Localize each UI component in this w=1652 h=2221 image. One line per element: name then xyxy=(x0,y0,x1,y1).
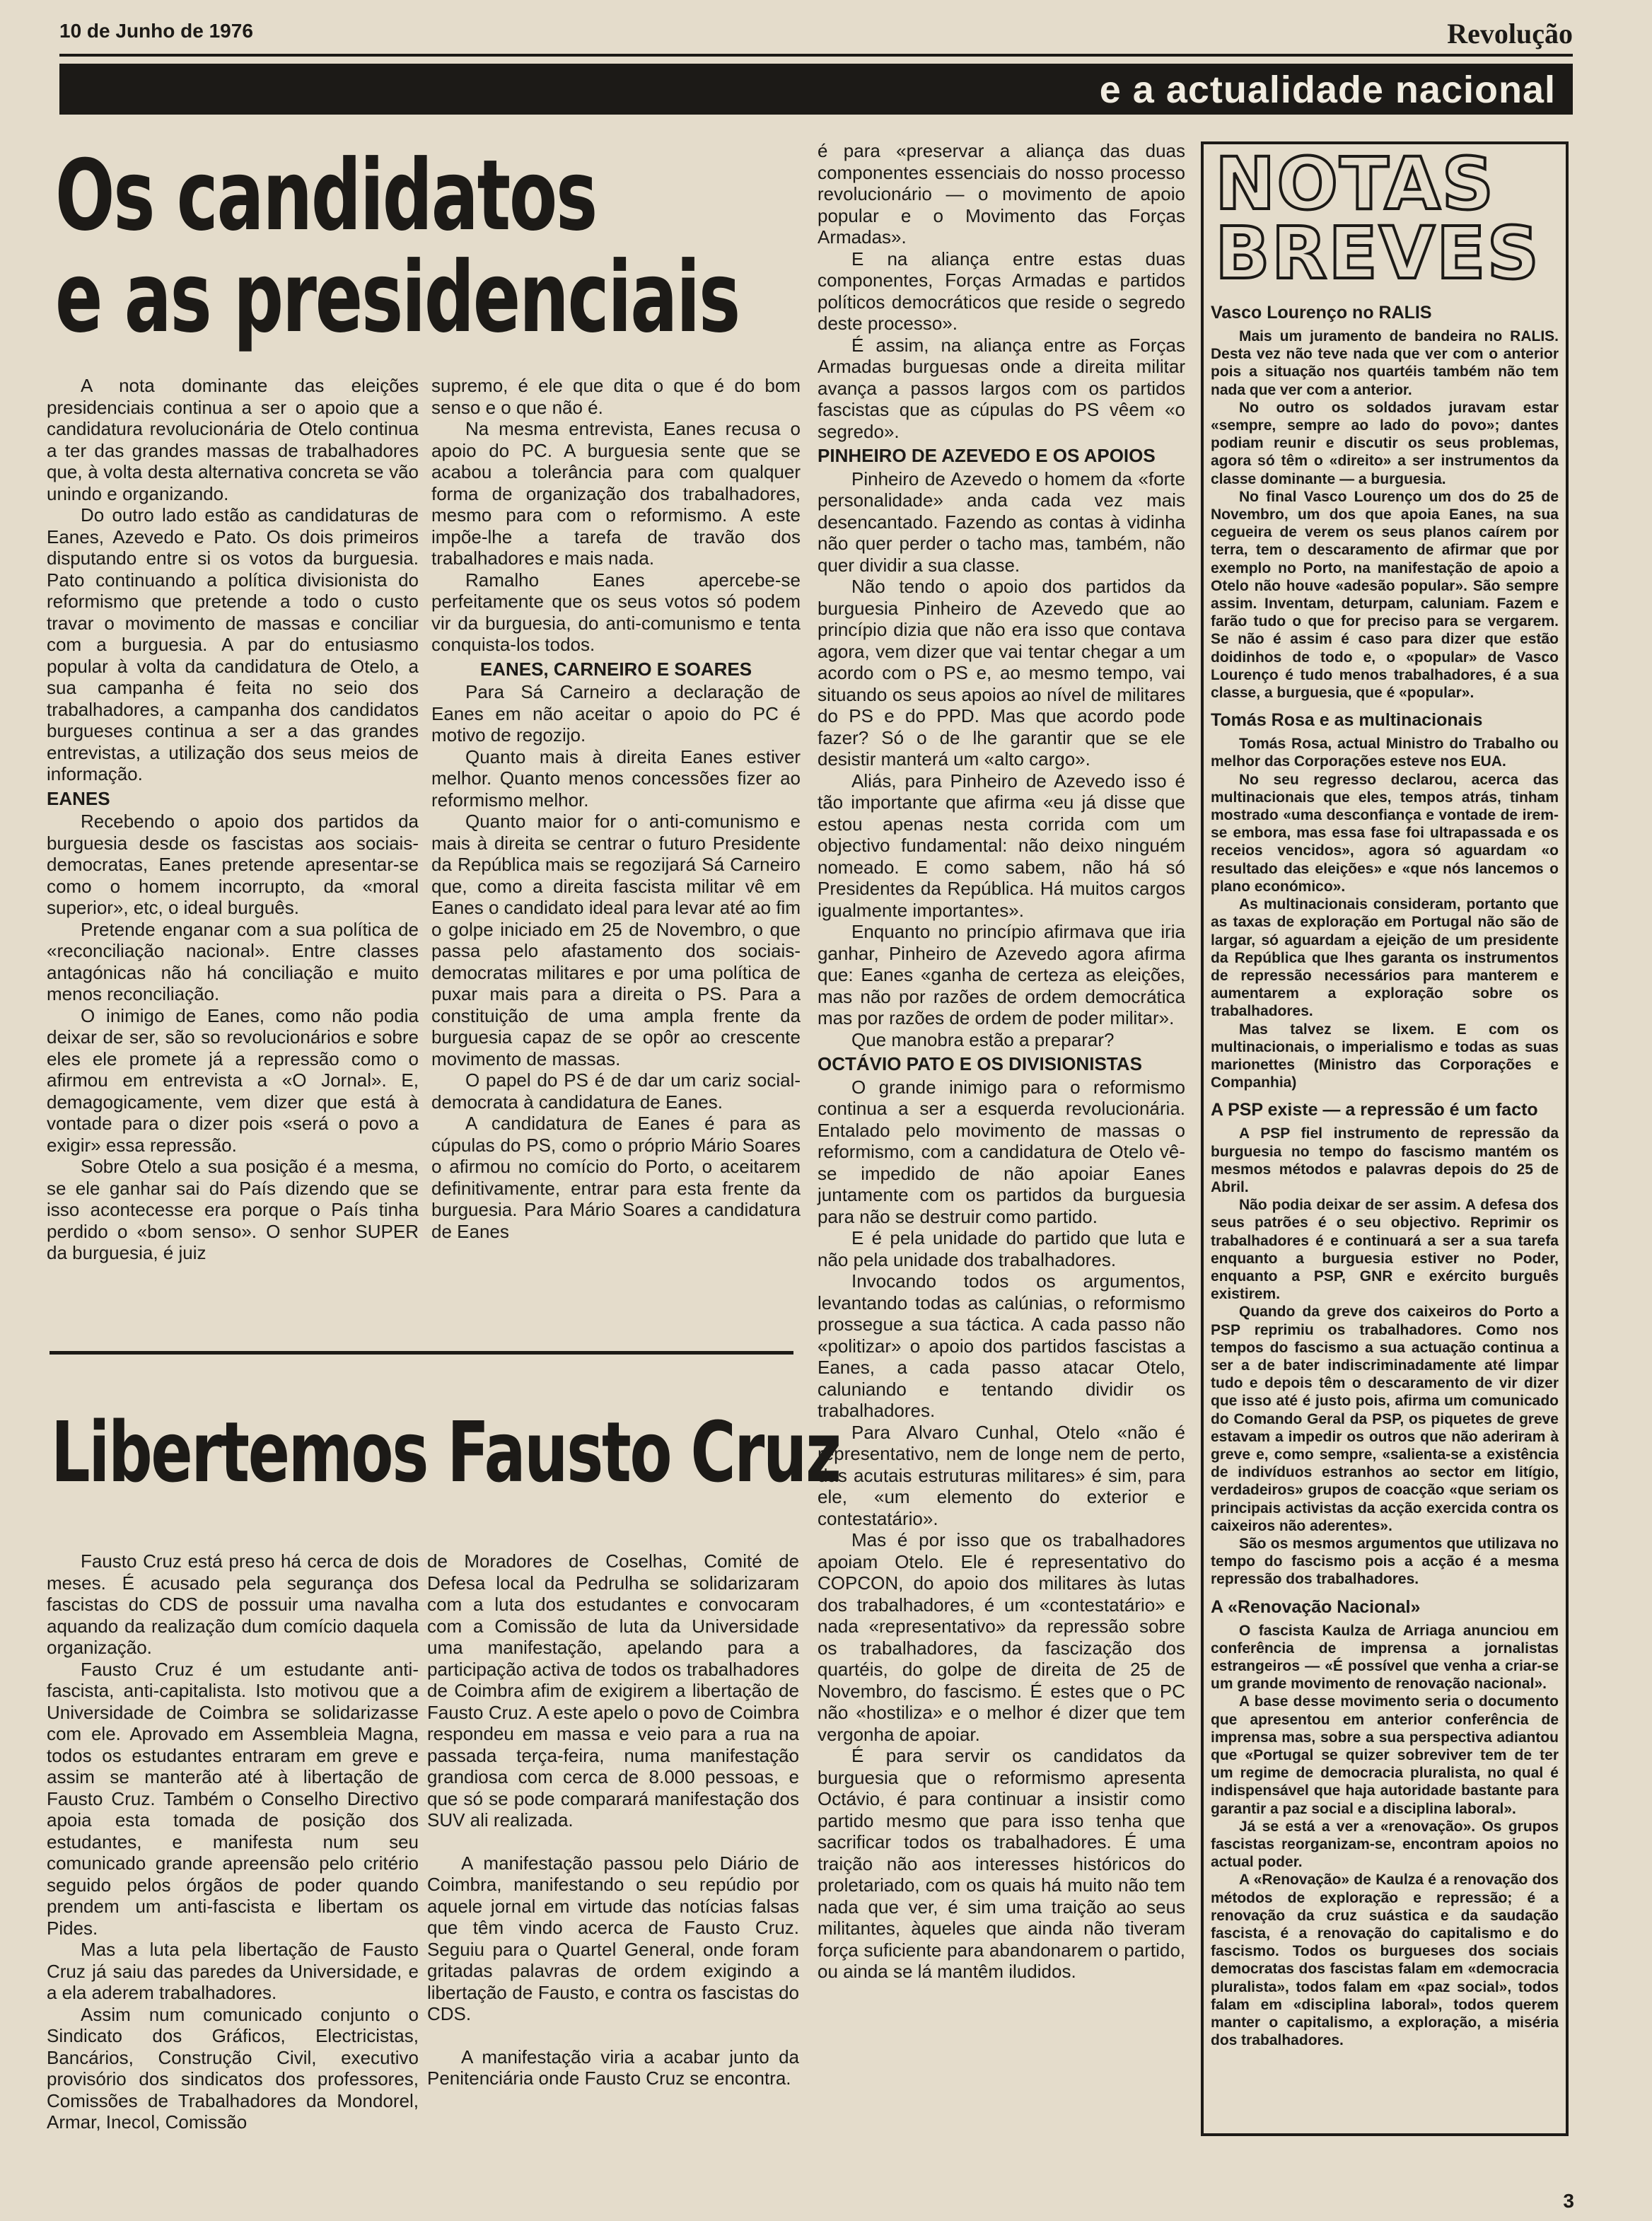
paragraph: O inimigo de Eanes, como não podia deixar de ser, são so revolucionários e sobre eles ele promete já a repressão como o afirmou em entrevista a «O Jornal». E, demagogicamente, vem dizer que está à vontade para o dizer pois «será o povo a exigir» essa repressão. xyxy=(47,1004,419,1156)
sidebar-paragraph: A PSP fiel instrumento de repressão da burguesia no tempo do fascismo mantém os mesmos métodos e palavras depois do 25 de Abril. xyxy=(1211,1125,1559,1195)
paragraph: Invocando todos os argumentos, levantando todas as calúnias, o reformismo prossegue a sua táctica. A cada passo não «politizar» o apoio dos partidos fascistas a Eanes, a cada passo atacar Otelo, caluniando e tentando dividir os trabalhadores. xyxy=(818,1270,1185,1421)
paragraph: Quanto maior for o anti-comunismo e mais à direita se centrar o futuro Presidente da República mais se regozijará Sá Carneiro que, como a direita fascista militar vê em Eanes o candidato ideal para levar até ao fim o golpe iniciado em 25 de Novembro, o que passa pelo afastamento dos sociais-democratas militares e por uma política de puxar mais para a direita o PS. Para a constituição de uma ampla frente da burguesia capaz de se opôr ao crescente movimento de massas. xyxy=(431,811,801,1069)
sidebar-paragraph: No final Vasco Lourenço um dos do 25 de Novembro, um dos que apoia Eanes, na sua cegueira de verem os seus planos caírem por terra, tem o descaramento de afirmar que por exemplo no Porto, na manifestação de apoio a Otelo não houve «adesão popular». São sempre assim. Inventam, deturpam, caluniam. Fazem e farão tudo o que for preciso para se vergarem. Se não é assim é caso para dizer que estão doidinhos de todo e, o «popular» de Vasco Lourenço é tudo menos trabalhadores, é a sua classe, a burguesia, que é «popular». xyxy=(1211,488,1559,702)
issue-date: 10 de Junho de 1976 xyxy=(59,20,253,42)
paragraph: Na mesma entrevista, Eanes recusa o apoio do PC. A burguesia sente que se acabou a tolerância para com qualquer forma de organização dos trabalhadores, mesmo para com o reformismo. A este impõe-lhe a tarefa de travão dos trabalhadores e mais nada. xyxy=(431,418,801,569)
sidebar-title xyxy=(1215,142,1541,296)
paragraph: Quanto mais à direita Eanes estiver melhor. Quanto menos concessões fizer ao reformismo melhor. xyxy=(431,746,801,811)
sidebar-content xyxy=(1211,294,1559,2049)
article1-column-1 xyxy=(47,375,419,1264)
sidebar-heading: A «Renovação Nacional» xyxy=(1211,1596,1421,1617)
sidebar-paragraph: Não podia deixar de ser assim. A defesa dos seus patrões é o seu objectivo. Reprimir os trabalhadores é e continuará a ser a sua tarefa enquanto a burguesia estiver no Poder, enquanto a PSP, GNR e exército burguês existirem. xyxy=(1211,1197,1559,1303)
paragraph: Enquanto no princípio afirmava que iria ganhar, Pinheiro de Azevedo agora afirma que: Eanes «ganha de certeza as eleições, mas não por razões de ordem democrática mas por razões de ordem de poder militar». xyxy=(818,921,1185,1028)
header-rule xyxy=(59,54,1573,57)
article-title-line2: e as presidenciais xyxy=(55,240,740,354)
paragraph: Fausto Cruz está preso há cerca de dois meses. É acusado pela segurança dos fascistas do CDS de possuir uma navalha aquando da realização dum comício daquela organização. xyxy=(47,1550,419,1658)
sidebar-paragraph: Tomás Rosa, actual Ministro do Trabalho ou melhor das Corporações esteve nos EUA. xyxy=(1211,736,1559,770)
paragraph: Mas a luta pela libertação de Fausto Cruz já saiu das paredes da Universidade, e a ela aderem trabalhadores. xyxy=(47,1939,419,2003)
paragraph: Pinheiro de Azevedo o homem da «forte personalidade» anda cada vez mais desencantado. Fazendo as contas à vidinha não quer perder o tacho mas, também, não quer dividir a sua classe. xyxy=(818,468,1185,576)
paragraph: Que manobra estão a preparar? xyxy=(851,1028,1115,1050)
paragraph: Aliás, para Pinheiro de Azevedo isso é tão importante que afirma «eu já disse que estou apenas nesta corrida com um objectivo fundamental: não deixo ninguém nomeado. E como sabem, não há só Presidentes da República. Há muitos cargos igualmente importantes». xyxy=(818,770,1185,921)
paragraph: Para Alvaro Cunhal, Otelo «não é representativo, nem de longe nem de perto, das acutais estruturas militares» é sim, para ele, «um elemento do exterior e contestatário». xyxy=(818,1421,1185,1529)
subheading: PINHEIRO DE AZEVEDO E OS APOIOS xyxy=(818,445,1156,466)
paragraph: É assim, na aliança entre as Forças Armadas burguesas onde a direita militar avança a passos largos com os partidos fascistas que as cúpulas do PS vêem «o segredo». xyxy=(818,334,1185,442)
paragraph: Pretende enganar com a sua política de «reconciliação nacional». Entre classes antagónicas não há conciliação e muito menos reconciliação. xyxy=(47,918,419,1004)
sidebar-paragraph: No outro os soldados juravam estar «sempre, sempre ao lado do povo»; dantes podiam reunir e discutir os seus problemas, agora só têm o «direito» a ser instrumentos da classe dominante — a burguesia. xyxy=(1211,399,1559,487)
paragraph: supremo, é ele que dita o que é do bom senso e o que não é. xyxy=(431,375,801,418)
paragraph: é para «preservar a aliança das duas componentes essenciais do nosso processo revolucionário — o movimento de apoio popular e o Movimento das Forças Armadas». xyxy=(818,140,1185,248)
paragraph: A manifestação passou pelo Diário de Coimbra, manifestando o seu repúdio por aquele jornal em virtude das notícias falsas que têm vindo acerca de Fausto Cruz. Seguiu para o Quartel General, onde foram gritadas palavras de ordem exigindo a libertação de Fausto, e contra os fascistas do CDS. xyxy=(427,1852,799,2024)
paragraph: A manifestação viria a acabar junto da Penitenciária onde Fausto Cruz se encontra. xyxy=(427,2046,799,2089)
subheading: EANES xyxy=(47,787,110,809)
article-separator xyxy=(50,1351,793,1355)
paragraph: Do outro lado estão as candidaturas de Eanes, Azevedo e Pato. Os dois primeiros disputando entre si os votos da burguesia. Pato continuando a política divisionista do reformismo que pretende a todo o custo travar o movimento de massas e conciliar com a burguesia. A par do entusiasmo popular à volta da candidatura de Otelo, a sua campanha é feita no seio dos trabalhadores, a campanha dos candidatos burgueses continua a ser a das grandes entrevistas, a utilização dos seus meios de informação. xyxy=(47,504,419,784)
subheading: EANES, CARNEIRO E SOARES xyxy=(479,658,752,680)
article2-title: Libertemos Fausto Cruz xyxy=(51,1403,840,1501)
paragraph: Fausto Cruz é um estudante anti-fascista, anti-capitalista. Isto motivou que a Universidade de Coimbra se solidarizasse com ele. Aprovado em Assembleia Magna, todos os estudantes entraram em greve e assim se manterão até à libertação de Fausto Cruz. Também o Conselho Directivo apoia esta tomada de posição dos estudantes, e manifesta num seu comunicado grande apreensão pelo critério seguido pelos órgãos de poder quando prendem um anti-fascista e libertam os Pides. xyxy=(47,1658,419,1939)
paragraph: E na aliança entre estas duas componentes, Forças Armadas e partidos políticos democráticos que reside o segredo deste processo». xyxy=(818,248,1185,334)
paragraph: Sobre Otelo a sua posição é a mesma, se ele ganhar sai do País dizendo que se isso acontecesse era porque o País tinha perdido o «bom senso». O senhor SUPER da burguesia, é juiz xyxy=(47,1156,419,1263)
article1-column-2 xyxy=(431,375,801,1242)
newspaper-masthead: Revolução xyxy=(1447,18,1573,50)
sidebar-title-line2: BREVES xyxy=(1215,211,1541,296)
paragraph: A nota dominante das eleições presidenciais continua a ser o apoio que a candidatura revolucionária de Otelo continua a ter das grandes massas de trabalhadores que, à volta desta alternativa concreta se vão unindo e organizando. xyxy=(47,375,419,504)
paragraph: Não tendo o apoio dos partidos da burguesia Pinheiro de Azevedo que ao princípio dizia que não era isso que contava agora, vem dizer que vai tentar chegar a um acordo com o PS e, ao mesmo tempo, vai situando os seus apoios ao nível de militares do PS e do PPD. Mas que acordo pode fazer? Só o de lhe garantir que se ele desistir manterá um «alto cargo». xyxy=(818,576,1185,770)
page-number: 3 xyxy=(1563,2190,1574,2212)
article2-column-1 xyxy=(47,1550,419,2133)
subheading: OCTÁVIO PATO E OS DIVISIONISTAS xyxy=(818,1053,1142,1074)
sidebar-paragraph: No seu regresso declarou, acerca das multinacionais que eles, tempos atrás, tinham mostrado «uma desconfiança e vontade de irem-se embora, mas essa fase foi ultrapassada e os receios vencidos», agora só aguardam «o resultado das eleições» e «que nós lancemos o plano económico». xyxy=(1211,771,1559,895)
article-title-line1: Os candidatos xyxy=(55,139,597,253)
paragraph: Para Sá Carneiro a declaração de Eanes em não aceitar o apoio do PC é motivo de regozijo. xyxy=(431,681,801,746)
sidebar-paragraph: Mais um juramento de bandeira no RALIS. Desta vez não teve nada que ver com o anterior pois a situação nos quartéis também não tem nada que ver com a anterior. xyxy=(1211,328,1559,398)
paragraph: Ramalho Eanes apercebe-se perfeitamente que os seus votos só podem vir da burguesia, do anti-comunismo e tenta conquista-los todos. xyxy=(431,569,801,655)
sidebar-paragraph: Mas talvez se lixem. E com os multinacionais, o imperialismo e todas as suas marionettes (Ministro das Corporações e Companhia) xyxy=(1211,1021,1559,1091)
sidebar-paragraph: As multinacionais consideram, portanto que as taxas de exploração em Portugal não são de largar, só aguardam a ejeição de um presidente da República que lhes garanta os instrumentos de repressão necessários para manterem e aumentarem a exploração sobre os trabalhadores. xyxy=(1211,896,1559,1020)
paragraph: A candidatura de Eanes é para as cúpulas do PS, como o próprio Mário Soares o afirmou no comício do Porto, o aceitarem definitivamente, entrar para esta frente da burguesia. Para Mário Soares a candidatura de Eanes xyxy=(431,1113,801,1242)
article1-column-3 xyxy=(818,140,1185,1983)
paragraph: O papel do PS é de dar um cariz social-democrata à candidatura de Eanes. xyxy=(431,1069,801,1113)
sidebar-paragraph: A base desse movimento seria o documento que apresentou em anterior conferência de imprensa mas, sobre a sua perspectiva adiantou que «Portugal se quizer sobreviver tem de ter um regime de democracia pluralista, no qual é indispensável que haja autoridade bastante para garantir a paz social e a disciplina laboral». xyxy=(1211,1693,1559,1817)
sidebar-heading: Tomás Rosa e as multinacionais xyxy=(1211,710,1483,731)
paragraph: É para servir os candidatos da burguesia que o reformismo apresenta Octávio, é para continuar a insistir como partido mesmo que para isso tenha que sacrificar todos os trabalhadores. É uma traição não aos interesses históricos do proletariado, com os quais há muito não tem nada que ver, é sim uma traição ao seus militantes, àqueles que ainda não tiveram força suficiente para abandonarem o partido, ou ainda se lá mantêm iludidos. xyxy=(818,1745,1185,1982)
section-banner xyxy=(59,64,1573,115)
sidebar-paragraph: A «Renovação» de Kaulza é a renovação dos métodos de exploração e repressão; é a renovação da cruz suástica e da saudação fascista, é a renovação do capitalismo e do fascismo. Todos os burgueses dos sociais democratas dos fascistas falam em «democracia pluralista», todos falam em «paz social», todos falam em «disciplina laboral», todos querem manter o capitalismo, a exploração, a miséria dos trabalhadores. xyxy=(1211,1872,1559,2049)
sidebar-heading: Vasco Lourenço no RALIS xyxy=(1211,303,1432,323)
paragraph: Mas é por isso que os trabalhadores apoiam Otelo. Ele é representativo do COPCON, do apoio dos militares às lutas dos trabalhadores, é um «contestatário» e nada «representativo» da repressão sobre os trabalhadores, da fascização dos quartéis, do golpe de direita de 25 de Novembro, do fascismo. É estes que o PC não «hostiliza» e o melhor é dizer que tem vergonha de apoiar. xyxy=(818,1529,1185,1745)
sidebar-title-line1: NOTAS xyxy=(1215,142,1496,226)
paragraph: de Moradores de Coselhas, Comité de Defesa local da Pedrulha se solidarizaram com a luta dos estudantes e convocaram com a Comissão de luta da Universidade uma manifestação, apelando para a participação activa de todos os trabalhadores de Coimbra afim de exigirem a libertação de Fausto Cruz. A este apelo o povo de Coimbra respondeu em massa e veio para a rua na passada terça-feira, numa manifestação grandiosa com cerca de 8.000 pessoas, e que só se pode comparará manifestação dos SUV ali realizada. xyxy=(427,1550,799,1831)
sidebar-paragraph: São os mesmos argumentos que utilizava no tempo do fascismo pois a acção é a mesma repressão dos trabalhadores. xyxy=(1211,1536,1559,1588)
paragraph: O grande inimigo para o reformismo continua a ser a esquerda revolucionária. Entalado pelo movimento de massas o reformismo, com a candidatura de Otelo vê-se impedido de não apoiar Eanes juntamente com os partidos da burguesia para não se destruir como partido. xyxy=(818,1076,1185,1227)
sidebar-paragraph: Já se está a ver a «renovação». Os grupos fascistas reorganizam-se, encontram apoios no actual poder. xyxy=(1211,1818,1559,1871)
sidebar-heading: A PSP existe — a repressão é um facto xyxy=(1211,1100,1538,1120)
sidebar-paragraph: Quando da greve dos caixeiros do Porto a PSP reprimiu os trabalhadores. Como nos tempos do fascismo a sua actuação continua a ser a de bater indiscriminadamente até limpar tudo e depois têm o descaramento de vir dizer que isso até é justo pois, afirma um comunicado do Comando Geral da PSP, os piquetes de greve estavam a impedir os outros que não aderiram à greve e, como sempre, «salienta-se a existência de indivíduos estranhos ao sector em litígio, verdadeiros» grupos de coacção «que seriam os principais activistas da acção exercida contra os caixeiros não aderentes». xyxy=(1211,1304,1559,1534)
paragraph: Recebendo o apoio dos partidos da burguesia desde os fascistas aos sociais-democratas, Eanes pretende apresentar-se como o homem incorrupto, da «moral superior», etc, o ideal burguês. xyxy=(47,811,419,918)
paragraph: E é pela unidade do partido que luta e não pela unidade dos trabalhadores. xyxy=(818,1227,1185,1270)
paragraph: Assim num comunicado conjunto o Sindicato dos Gráficos, Electricistas, Bancários, Construção Civil, executivo provisório dos sindicatos dos professores, Comissões de Trabalhadores da Mondorel, Armar, Inecol, Comissão xyxy=(47,2003,419,2133)
sidebar-paragraph: O fascista Kaulza de Arriaga anunciou em conferência de imprensa a jornalistas estrangeiros — «É possível que venha a criar-se um grande movimento de renovação nacional». xyxy=(1211,1622,1559,1693)
section-title: e a actualidade nacional xyxy=(1099,69,1556,111)
article2-column-2 xyxy=(427,1550,799,2089)
